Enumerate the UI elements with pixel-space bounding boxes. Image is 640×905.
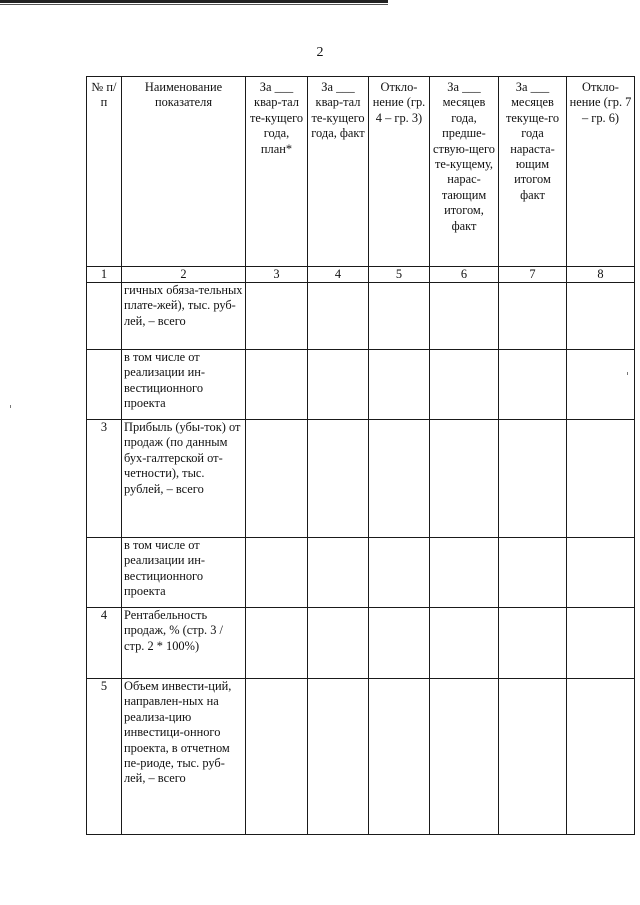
value-cell [246, 679, 308, 835]
value-cell [430, 608, 499, 679]
value-cell [308, 420, 369, 538]
value-cell [567, 608, 635, 679]
value-cell [430, 420, 499, 538]
value-cell [246, 538, 308, 608]
value-cell [246, 350, 308, 420]
table-row [87, 283, 635, 350]
value-cell [369, 350, 430, 420]
value-cell [430, 538, 499, 608]
indicator-name: Рентабельность продаж, % (стр. 3 / стр. 2 * 100%) [122, 608, 246, 679]
row-number [87, 538, 122, 608]
report-table [86, 76, 635, 835]
column-number: 8 [567, 267, 635, 283]
row-number: 3 [87, 420, 122, 538]
indicator-name: в том числе от реализации ин-вестиционного проекта [122, 538, 246, 608]
header-cell-name: Наименование показателя [122, 77, 246, 267]
row-number [87, 283, 122, 350]
column-number-row [87, 267, 635, 283]
value-cell [430, 283, 499, 350]
column-number: 5 [369, 267, 430, 283]
value-cell [308, 679, 369, 835]
value-cell [369, 608, 430, 679]
indicator-name: в том числе от реализации ин-вестиционного проекта [122, 350, 246, 420]
row-number: 5 [87, 679, 122, 835]
value-cell [567, 420, 635, 538]
value-cell [246, 608, 308, 679]
value-cell [567, 283, 635, 350]
value-cell [499, 538, 567, 608]
column-number: 7 [499, 267, 567, 283]
value-cell [308, 538, 369, 608]
value-cell [308, 608, 369, 679]
row-number [87, 350, 122, 420]
column-number: 1 [87, 267, 122, 283]
value-cell [499, 420, 567, 538]
header-cell-months-current-year: За ___ месяцев текуще-го года нараста-ющим итогом факт [499, 77, 567, 267]
page-number: 2 [316, 45, 324, 60]
column-number: 4 [308, 267, 369, 283]
table-row [87, 608, 635, 679]
indicator-name: гичных обяза-тельных плате-жей), тыс. руб-лей, – всего [122, 283, 246, 350]
value-cell [246, 283, 308, 350]
value-cell [430, 679, 499, 835]
table-row [87, 679, 635, 835]
top-rule [0, 0, 388, 3]
value-cell [567, 350, 635, 420]
value-cell [567, 679, 635, 835]
header-cell-deviation-quarter: Откло-нение (гр. 4 – гр. 3) [369, 77, 430, 267]
value-cell [567, 538, 635, 608]
value-cell [499, 283, 567, 350]
top-rule-thin [0, 4, 388, 5]
value-cell [499, 608, 567, 679]
value-cell [369, 538, 430, 608]
value-cell [499, 679, 567, 835]
scan-mark [10, 405, 11, 408]
header-cell-quarter-fact: За ___ квар-тал те-кущего года, факт [308, 77, 369, 267]
value-cell [246, 420, 308, 538]
value-cell [308, 350, 369, 420]
table-row [87, 538, 635, 608]
indicator-name: Прибыль (убы-ток) от продаж (по данным бух-галтерской от-четности), тыс. рублей, – всего [122, 420, 246, 538]
column-number: 2 [122, 267, 246, 283]
value-cell [499, 350, 567, 420]
header-cell-deviation-months: Откло-нение (гр. 7 – гр. 6) [567, 77, 635, 267]
table-row [87, 420, 635, 538]
header-cell-months-previous-year: За ___ месяцев года, предше-ствую-щего те-кущему, нарас-тающим итогом, факт [430, 77, 499, 267]
value-cell [369, 420, 430, 538]
value-cell [430, 350, 499, 420]
value-cell [369, 283, 430, 350]
header-cell-num: № п/п [87, 77, 122, 267]
indicator-name: Объем инвести-ций, направлен-ных на реализа-цию инвестици-онного проекта, в отчетном пе-риоде, тыс. руб-лей, – всего [122, 679, 246, 835]
header-row [87, 77, 635, 267]
column-number: 3 [246, 267, 308, 283]
row-number: 4 [87, 608, 122, 679]
table-row [87, 350, 635, 420]
column-number: 6 [430, 267, 499, 283]
value-cell [308, 283, 369, 350]
header-cell-quarter-plan: За ___ квар-тал те-кущего года, план* [246, 77, 308, 267]
value-cell [369, 679, 430, 835]
